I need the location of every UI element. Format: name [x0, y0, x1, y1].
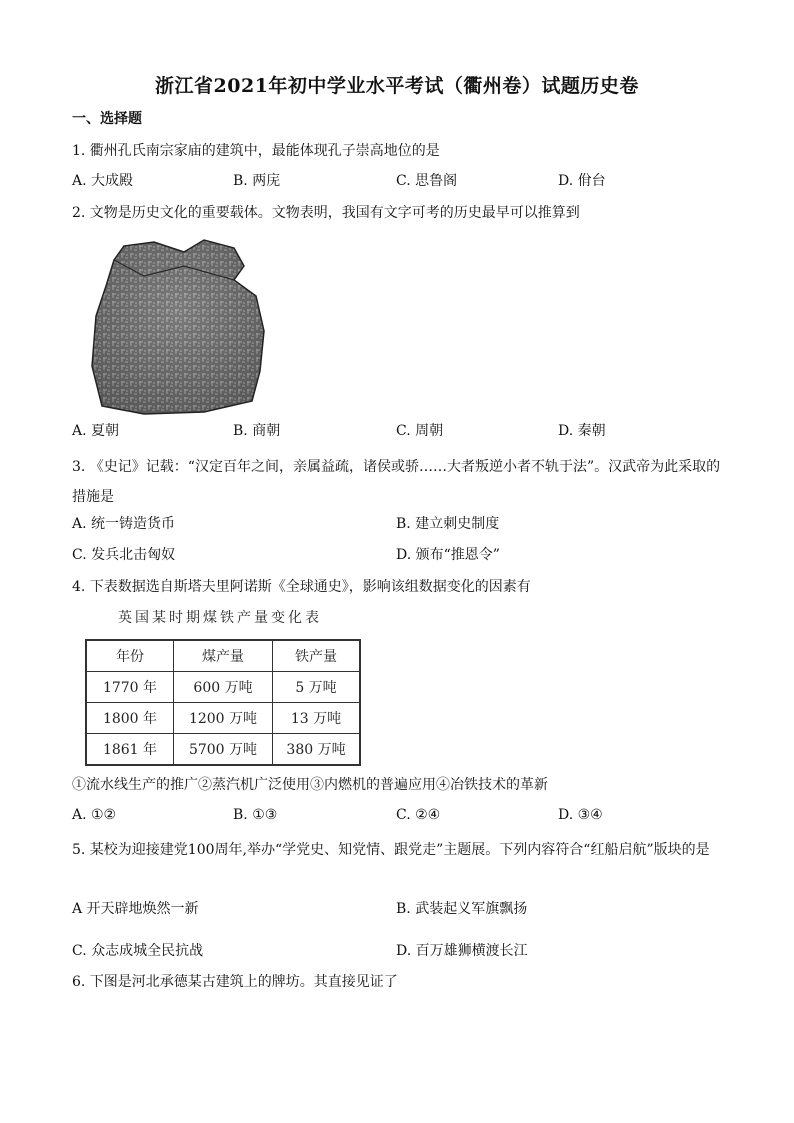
q5-option-a[interactable]: A 开天辟地焕然一新	[72, 901, 199, 917]
table-header-row	[87, 641, 360, 672]
q1-option-c[interactable]: C. 思鲁阁	[396, 173, 458, 189]
oracle-bone-image	[84, 236, 272, 416]
q4-option-c[interactable]: C. ②④	[396, 807, 441, 823]
page-title: 浙江省2021年初中学业水平考试（衢州卷）试题历史卷	[155, 75, 639, 97]
table-header-cell: 煤产量	[174, 641, 273, 672]
question-6-stem: 6. 下图是河北承德某古建筑上的牌坊。其直接见证了	[72, 974, 398, 990]
q5-option-b[interactable]: B. 武装起义军旗飘扬	[396, 901, 528, 917]
q2-option-b[interactable]: B. 商朝	[233, 423, 281, 439]
q2-option-a[interactable]: A. 夏朝	[72, 423, 120, 439]
q4-option-b[interactable]: B. ①③	[233, 807, 278, 823]
table-row	[87, 703, 360, 734]
q3-option-a[interactable]: A. 统一铸造货币	[72, 516, 176, 532]
q1-option-b[interactable]: B. 两庑	[233, 173, 281, 189]
table-cell: 5700 万吨	[174, 734, 273, 765]
q1-option-a[interactable]: A. 大成殿	[72, 173, 134, 189]
table-cell: 1800 年	[87, 703, 174, 734]
table-cell: 1200 万吨	[174, 703, 273, 734]
q3-option-c[interactable]: C. 发兵北击匈奴	[72, 547, 176, 563]
q3-option-d[interactable]: D. 颁布“推恩令”	[396, 547, 500, 563]
table-row	[87, 734, 360, 765]
q5-option-c[interactable]: C. 众志成城全民抗战	[72, 943, 204, 959]
q1-option-d[interactable]: D. 佾台	[558, 173, 606, 189]
table-row	[87, 672, 360, 703]
question-4-note: ①流水线生产的推广②蒸汽机广泛使用③内燃机的普遍应用④冶铁技术的革新	[72, 777, 548, 793]
question-4-stem: 4. 下表数据选自斯塔夫里阿诺斯《全球通史》，影响该组数据变化的因素有	[72, 579, 531, 595]
q4-option-d[interactable]: D. ③④	[558, 807, 603, 823]
section-heading: 一、选择题	[72, 111, 142, 127]
q2-option-c[interactable]: C. 周朝	[396, 423, 444, 439]
table-cell: 1770 年	[87, 672, 174, 703]
q2-option-d[interactable]: D. 秦朝	[558, 423, 606, 439]
q5-option-d[interactable]: D. 百万雄狮横渡长江	[396, 943, 528, 959]
table-header-cell: 年份	[87, 641, 174, 672]
question-5-stem: 5. 某校为迎接建党100周年,举办“学党史、知党情、跟党走”主题展。下列内容符合“红船启航”版块的是	[72, 842, 710, 858]
question-1-stem: 1. 衢州孔氏南宗家庙的建筑中，最能体现孔子崇高地位的是	[72, 143, 440, 159]
q3-option-b[interactable]: B. 建立刺史制度	[396, 516, 500, 532]
question-2-stem: 2. 文物是历史文化的重要载体。文物表明，我国有文字可考的历史最早可以推算到	[72, 205, 580, 221]
table-cell: 600 万吨	[174, 672, 273, 703]
table-cell: 1861 年	[87, 734, 174, 765]
coal-iron-table	[86, 640, 360, 765]
question-3-stem: 3. 《史记》记载：“汉定百年之间，亲属益疏，诸侯或骄……大者叛逆小者不轨于法”。汉武帝为此采取的措施是	[72, 459, 721, 505]
table-cell: 5 万吨	[273, 672, 360, 703]
table-cell: 380 万吨	[273, 734, 360, 765]
table-caption: 英国某时期煤铁产量变化表	[118, 610, 322, 626]
table-header-cell: 铁产量	[273, 641, 360, 672]
table-cell: 13 万吨	[273, 703, 360, 734]
q4-option-a[interactable]: A. ①②	[72, 807, 117, 823]
